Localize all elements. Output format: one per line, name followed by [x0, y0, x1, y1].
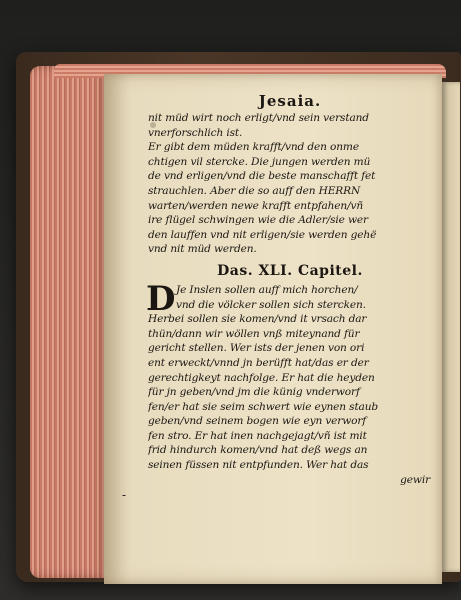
text-line: nit müd wirt noch erligt/vnd sein verstand [148, 112, 369, 124]
running-head: Jesaia. [258, 92, 322, 110]
page-text [148, 92, 432, 487]
margin-mark: - [122, 488, 127, 502]
text-line: fen/er hat sie seim schwert wie eynen staub [148, 400, 379, 413]
text-line: seinen füssen nit entpfunden. Wer hat das [148, 459, 369, 472]
text-line: gerechtigkeyt nachfolge. Er hat die heyden [148, 371, 375, 384]
text-line: vnd die völcker sollen sich stercken. [176, 298, 366, 311]
text-line: Je Inslen sollen auff mich horchen/ [176, 283, 358, 296]
text-line: strauchlen. Aber die so auff den HERRN [148, 184, 361, 197]
text-line: warten/werden newe krafft entpfahen/vñ [148, 199, 364, 212]
text-line: Er gibt dem müden krafft/vnd den onme [148, 141, 359, 154]
chapter-heading: Das. XLI. Capitel. [217, 262, 363, 279]
text-line: Herbei sollen sie komen/vnd it vrsach dar [148, 313, 367, 326]
text-line: ire flügel schwingen wie die Adler/sie wer [148, 214, 368, 227]
drop-cap: D [146, 278, 176, 319]
top-paragraph [148, 111, 432, 257]
text-line: chtigen vil stercke. Die jungen werden mü [148, 155, 371, 168]
text-line: für jn geben/vnd jm die künig vnderworf [148, 386, 360, 399]
facing-page-edge [442, 82, 460, 572]
text-line: ent erweckt/vnnd jn berüfft hat/das er der [148, 356, 369, 369]
text-line: gericht stellen. Wer ists der jenen von ori [148, 342, 365, 355]
catchword: gewir [400, 473, 430, 486]
text-line: fen stro. Er hat inen nachgejagt/vñ ist mit [148, 429, 367, 442]
chapter-paragraph [146, 278, 432, 487]
text-line: den lauffen vnd nit erligen/sie werden gehë [148, 228, 377, 241]
text-line: vnerforschlich ist. [148, 126, 243, 139]
text-line: vnd nit müd werden. [148, 243, 257, 256]
text-line: geben/vnd seinem bogen wie eyn verworf [148, 415, 367, 428]
text-line: de vnd erligen/vnd die beste manschafft fet [148, 170, 376, 183]
text-line: frid hindurch komen/vnd hat deß wegs an [148, 444, 368, 457]
text-line: thün/dann wir wöllen vnß miteynand für [148, 327, 360, 340]
red-page-edges [30, 66, 108, 578]
